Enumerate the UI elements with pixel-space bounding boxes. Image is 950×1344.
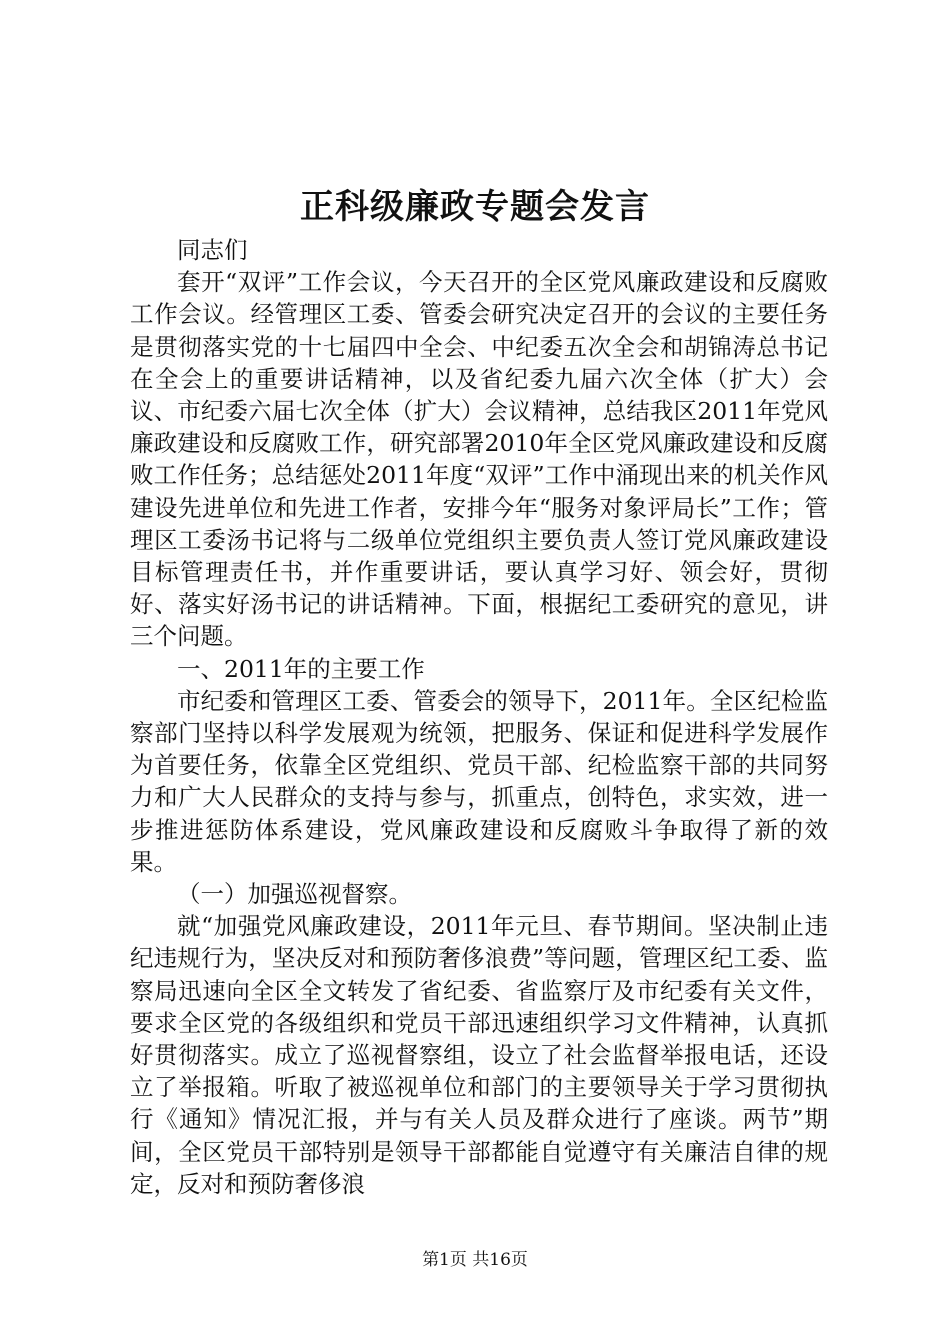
page-title: 正科级廉政专题会发言 (300, 187, 650, 227)
salutation-paragraph: 同志们 (177, 236, 248, 264)
section-heading: 一、2011年的主要工作 (177, 654, 425, 683)
subsection-heading: （一）加强巡视督察。 (177, 880, 412, 909)
section-paragraph: 市纪委和管理区工委、管委会的领导下，2011年。全区纪检监察部门坚持以科学发展观为统领，把服务、保证和促进科学发展作为首要任务，依靠全区党组织、党员干部、纪检监察干部的共同努力和广大人民群众的支持与参与，抓重点，创特色，求实效，进一步推进惩防体系建设，党风廉政建设和反腐败斗争取得了新的效果。 (130, 686, 828, 876)
subsection-paragraph: 就“加强党风廉政建设，2011年元旦、春节期间。坚决制止违纪违规行为，坚决反对和预防奢侈浪费”等问题，管理区纪工委、监察局迅速向全区全文转发了省纪委、省监察厅及市纪委有关文件，要求全区党的各级组织和党员干部迅速组织学习文件精神，认真抓好贯彻落实。成立了巡视督察组，设立了社会监督举报电话，还设立了举报箱。听取了被巡视单位和部门的主要领导关于学习贯彻执行《通知》情况汇报，并与有关人员及群众进行了座谈。两节”期间，全区党员干部特别是领导干部都能自觉遵守有关廉洁自律的规定，反对和预防奢侈浪 (130, 912, 828, 1198)
document-body (130, 234, 828, 1200)
intro-paragraph: 套开“双评”工作会议，今天召开的全区党风廉政建设和反腐败工作会议。经管理区工委、管委会研究决定召开的会议的主要任务是贯彻落实党的十七届四中全会、中纪委五次全会和胡锦涛总书记在全会上的重要讲话精神，以及省纪委九届六次全体（扩大）会议、市纪委六届七次全体（扩大）会议精神，总结我区2011年党风廉政建设和反腐败工作，研究部署2010年全区党风廉政建设和反腐败工作任务；总结惩处2011年度“双评”工作中涌现出来的机关作风建设先进单位和先进工作者，安排今年“服务对象评局长”工作；管理区工委汤书记将与二级单位党组织主要负责人签订党风廉政建设目标管理责任书，并作重要讲话，要认真学习好、领会好，贯彻好、落实好汤书记的讲话精神。下面，根据纪工委研究的意见，讲三个问题。 (130, 268, 828, 651)
page-footer: 第1页 共16页 (422, 1250, 528, 1270)
